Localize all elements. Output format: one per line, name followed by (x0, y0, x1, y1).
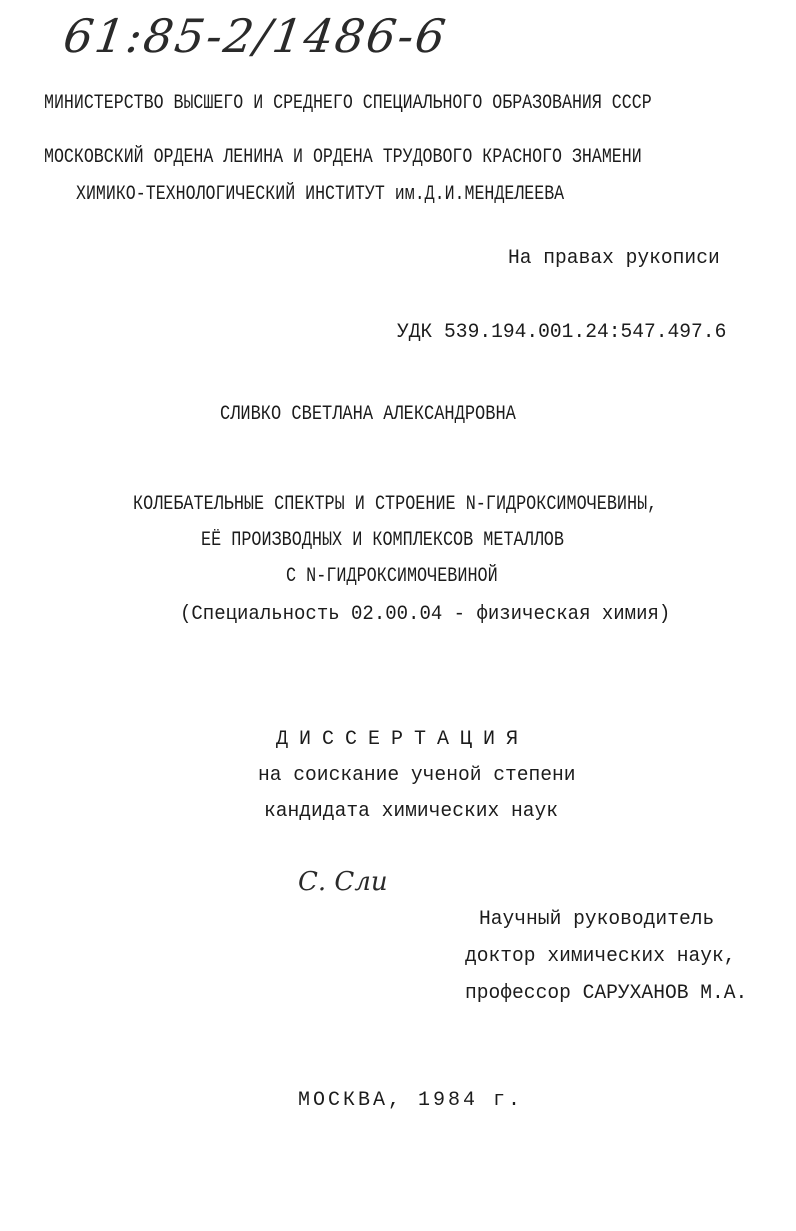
author-signature: С. Сли (298, 867, 388, 897)
institute-line-1: МОСКОВСКИЙ ОРДЕНА ЛЕНИНА И ОРДЕНА ТРУДОВОГО КРАСНОГО ЗНАМЕНИ (44, 146, 642, 169)
manuscript-note: На правах рукописи (508, 247, 720, 270)
supervisor-line-3: профессор САРУХАНОВ М.А. (465, 982, 748, 1005)
thesis-title-line-3: С N-ГИДРОКСИМОЧЕВИНОЙ (286, 565, 498, 588)
specialty-line: (Специальность 02.00.04 - физическая химия) (180, 603, 671, 626)
institute-line-2: ХИМИКО-ТЕХНОЛОГИЧЕСКИЙ ИНСТИТУТ им.Д.И.МЕНДЕЛЕЕВА (76, 183, 565, 206)
supervisor-line-1: Научный руководитель (479, 908, 715, 931)
degree-line-1: на соискание ученой степени (258, 764, 576, 787)
thesis-title-line-2: ЕЁ ПРОИЗВОДНЫХ И КОМПЛЕКСОВ МЕТАЛЛОВ (201, 529, 564, 552)
doc-type-heading: ДИССЕРТАЦИЯ (275, 728, 530, 751)
degree-line-2: кандидата химических наук (264, 800, 559, 823)
ministry-line: МИНИСТЕРСТВО ВЫСШЕГО И СРЕДНЕГО СПЕЦИАЛЬНОГО ОБРАЗОВАНИЯ СССР (44, 92, 652, 115)
author-name: СЛИВКО СВЕТЛАНА АЛЕКСАНДРОВНА (220, 403, 516, 426)
udc-code: УДК 539.194.001.24:547.497.6 (397, 321, 727, 344)
thesis-title-line-1: КОЛЕБАТЕЛЬНЫЕ СПЕКТРЫ И СТРОЕНИЕ N-ГИДРОКСИМОЧЕВИНЫ, (133, 493, 658, 516)
city-year: МОСКВА, 1984 г. (298, 1089, 524, 1112)
supervisor-line-2: доктор химических наук, (465, 945, 736, 968)
archive-mark: 61:85-2/1486-6 (60, 9, 451, 63)
